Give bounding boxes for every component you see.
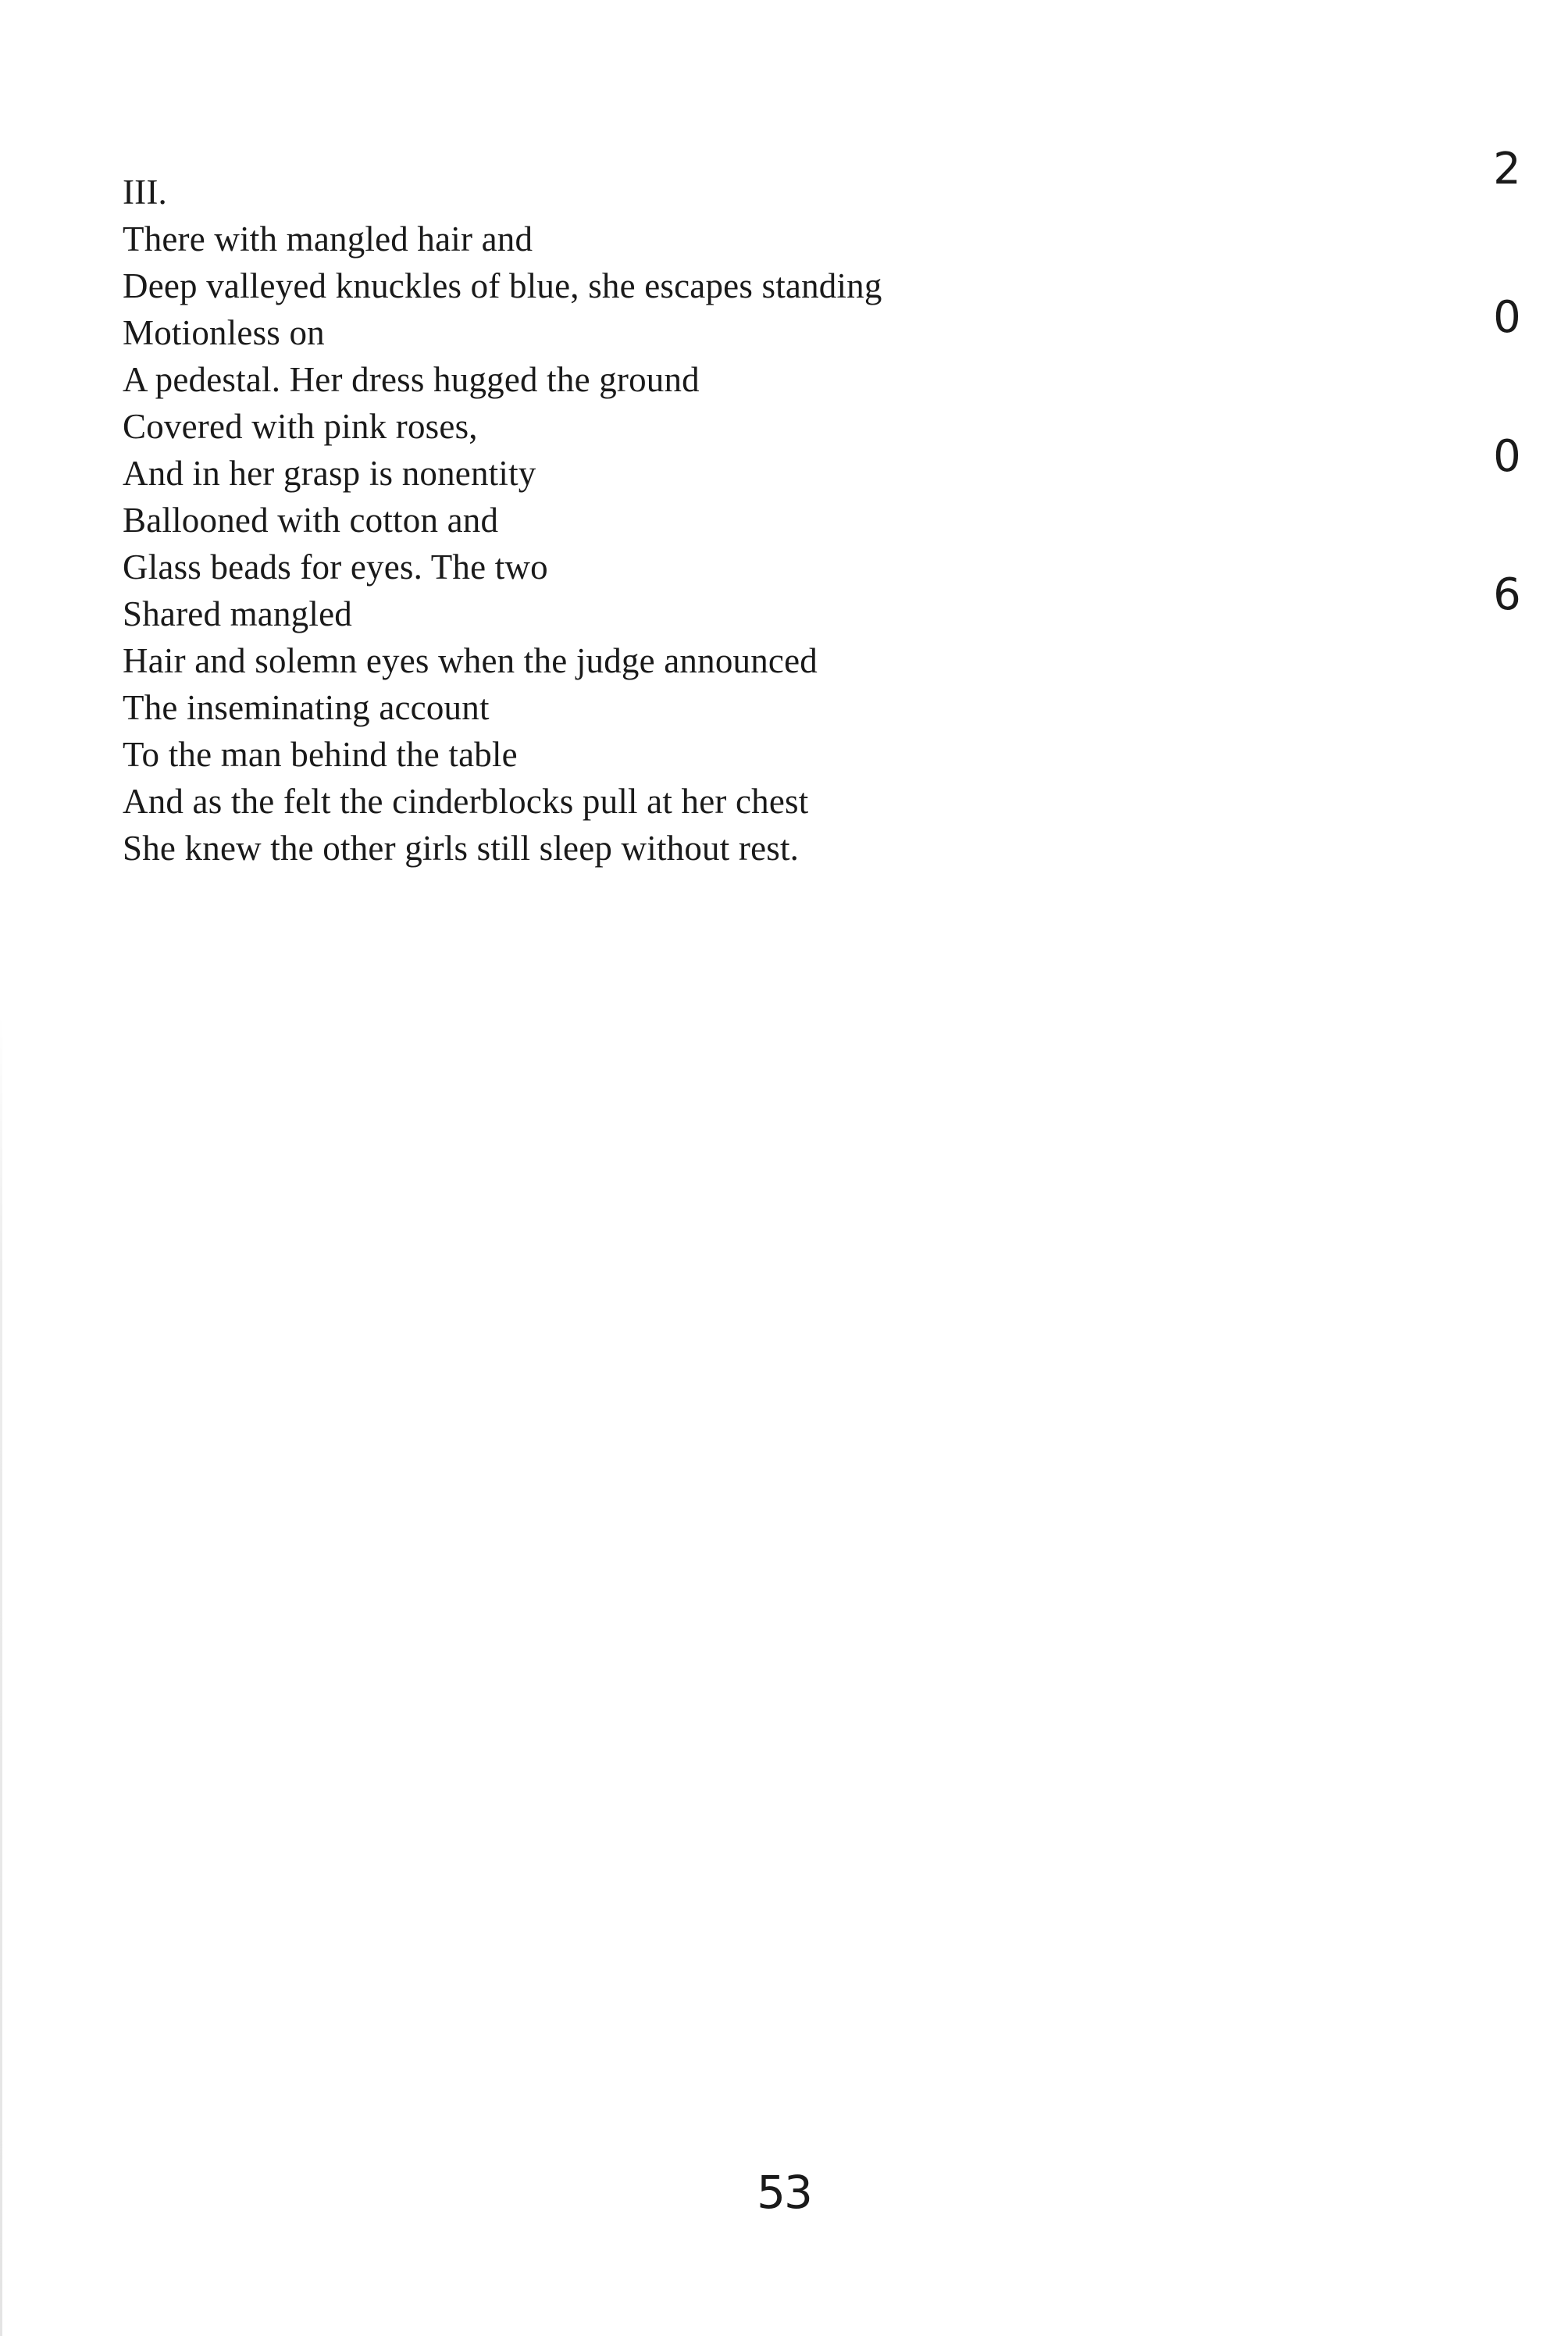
poem-line: Hair and solemn eyes when the judge announced xyxy=(123,641,818,680)
poem-line: Glass beads for eyes. The two xyxy=(123,547,548,587)
poem-text xyxy=(123,169,1294,872)
poem-line: And as the felt the cinderblocks pull at her chest xyxy=(123,782,809,821)
page-number: 53 xyxy=(757,2166,811,2219)
page-edge-shadow xyxy=(0,1015,2,2336)
poem-section-heading: III. xyxy=(123,173,168,212)
poem-line: She knew the other girls still sleep without rest. xyxy=(123,829,800,868)
poem-line: There with mangled hair and xyxy=(123,219,533,259)
poem-line: Deep valleyed knuckles of blue, she escapes standing xyxy=(123,266,882,305)
poem-line: Shared mangled xyxy=(123,594,352,633)
poem-line: The inseminating account xyxy=(123,688,490,727)
poem-line: Ballooned with cotton and xyxy=(123,501,499,540)
poem-line: And in her grasp is nonentity xyxy=(123,454,536,493)
year-digit: 6 xyxy=(1493,569,1521,620)
poem-line: To the man behind the table xyxy=(123,735,518,774)
poem-line: Motionless on xyxy=(123,313,325,352)
poem-line: Covered with pink roses, xyxy=(123,407,478,446)
year-digit: 0 xyxy=(1493,292,1521,343)
poem-line: A pedestal. Her dress hugged the ground xyxy=(123,360,700,399)
year-digit: 2 xyxy=(1493,144,1521,194)
year-digit: 0 xyxy=(1493,431,1521,482)
